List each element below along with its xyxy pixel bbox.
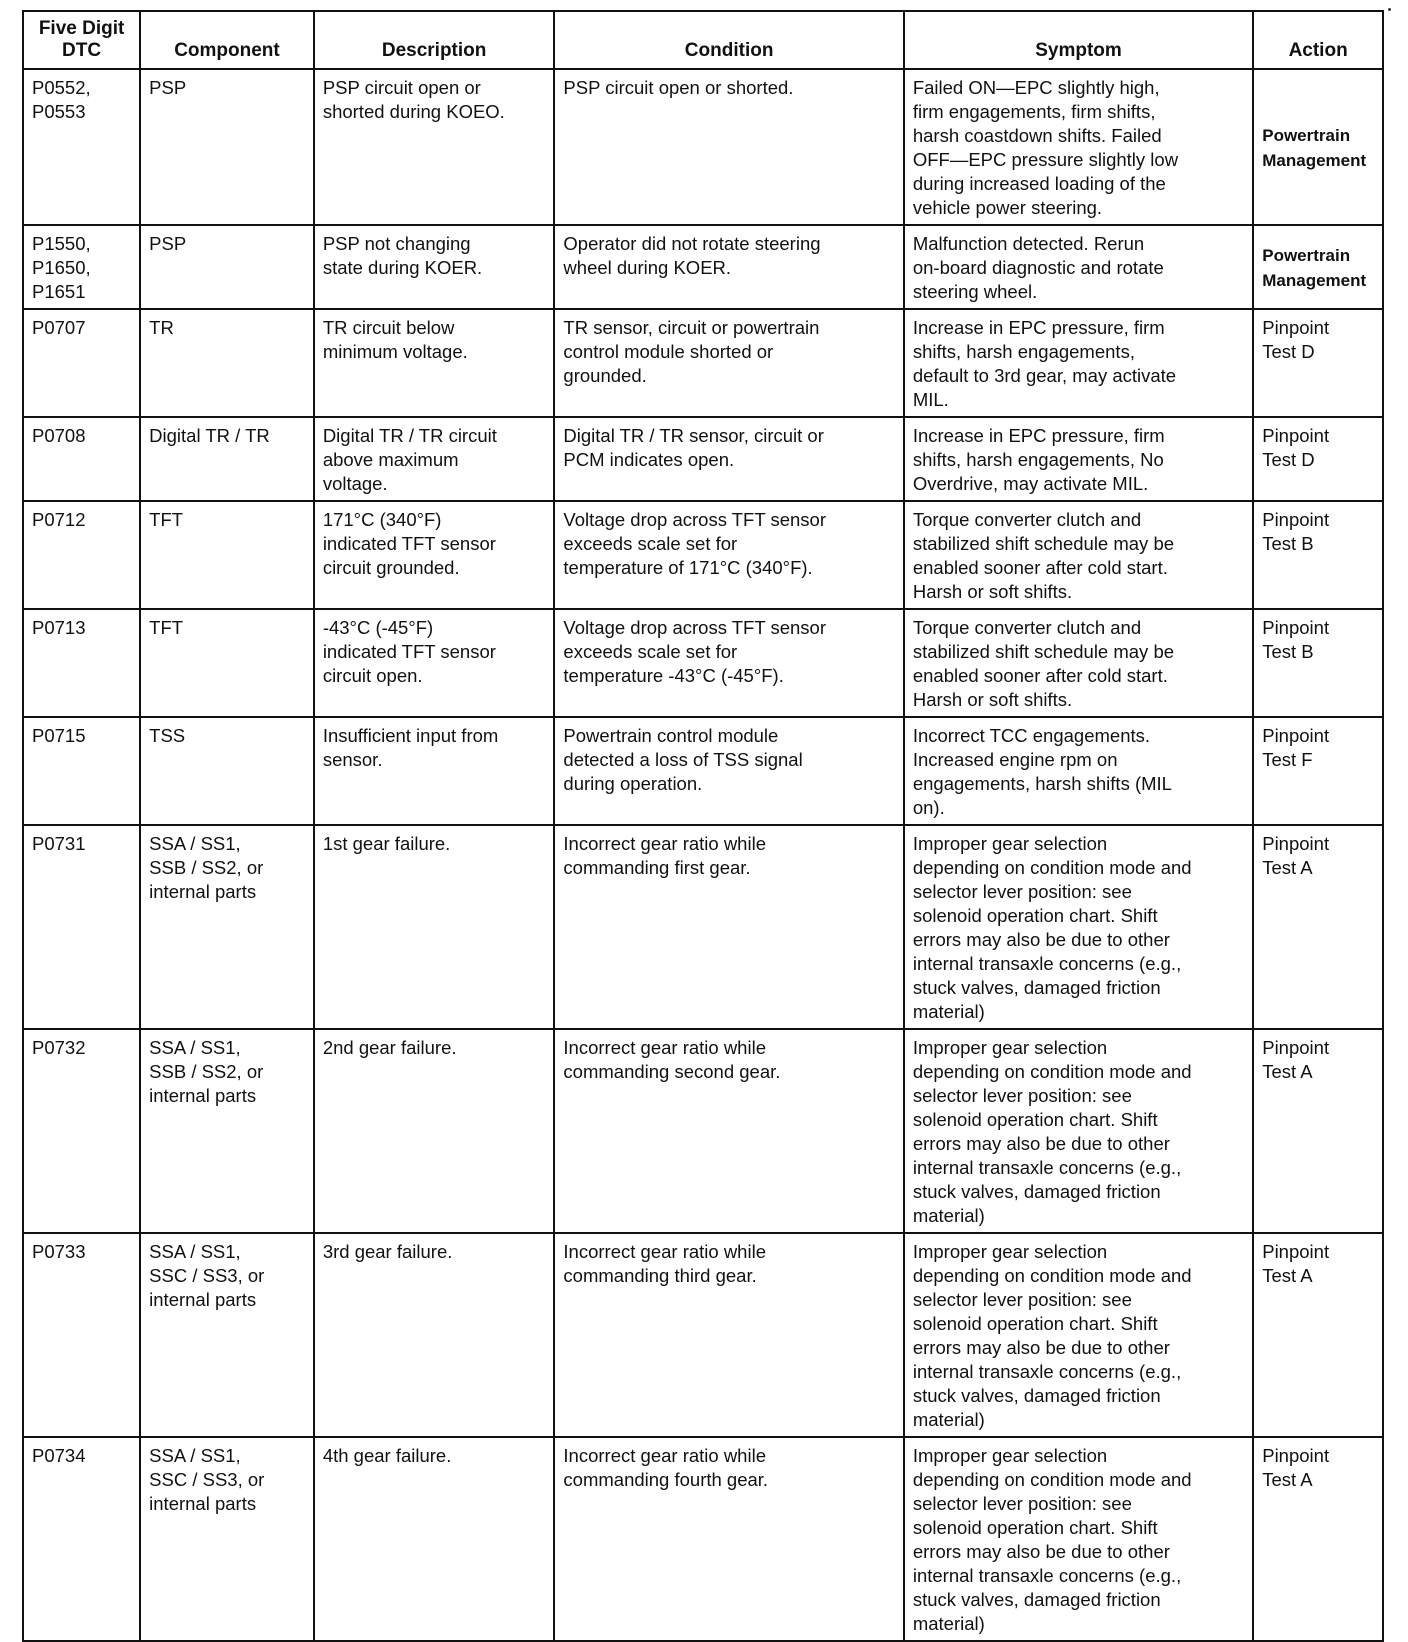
cell-component: SSA / SS1, SSB / SS2, or internal parts xyxy=(140,1029,314,1233)
table-row xyxy=(23,417,1383,501)
table-header-row xyxy=(23,11,1383,69)
cell-condition: Incorrect gear ratio while commanding fourth gear. xyxy=(554,1437,903,1641)
cell-component: TR xyxy=(140,309,314,417)
cell-symptom: Increase in EPC pressure, firm shifts, harsh engagements, default to 3rd gear, may activate MIL. xyxy=(904,309,1253,417)
dtc-document xyxy=(22,10,1384,1642)
cell-description: TR circuit below minimum voltage. xyxy=(314,309,555,417)
cell-description: 1st gear failure. xyxy=(314,825,555,1029)
table-row xyxy=(23,69,1383,225)
cell-action: Pinpoint Test D xyxy=(1253,417,1383,501)
cell-action: Pinpoint Test A xyxy=(1253,1029,1383,1233)
cell-symptom: Failed ON—EPC slightly high, firm engagements, firm shifts, harsh coastdown shifts. Failed OFF—EPC pressure slightly low during increased loading of the vehicle power steering. xyxy=(904,69,1253,225)
cell-component: PSP xyxy=(140,225,314,309)
cell-dtc: P0707 xyxy=(23,309,140,417)
table-row xyxy=(23,1029,1383,1233)
cell-component: PSP xyxy=(140,69,314,225)
cell-condition: PSP circuit open or shorted. xyxy=(554,69,903,225)
cell-description: 2nd gear failure. xyxy=(314,1029,555,1233)
cell-dtc: P0552, P0553 xyxy=(23,69,140,225)
header-description: Description xyxy=(314,11,555,69)
cell-symptom: Torque converter clutch and stabilized shift schedule may be enabled sooner after cold start. Harsh or soft shifts. xyxy=(904,609,1253,717)
cell-action: Powertrain Management xyxy=(1253,225,1383,309)
cell-dtc: P0733 xyxy=(23,1233,140,1437)
cell-symptom: Improper gear selection depending on condition mode and selector lever position: see solenoid operation chart. Shift errors may also be due to other internal transaxle concerns (e.g., stuck valves, damaged friction material) xyxy=(904,1437,1253,1641)
cell-component: SSA / SS1, SSC / SS3, or internal parts xyxy=(140,1233,314,1437)
table-row xyxy=(23,309,1383,417)
header-dtc: Five Digit DTC xyxy=(23,11,140,69)
cell-dtc: P0732 xyxy=(23,1029,140,1233)
cell-component: TFT xyxy=(140,501,314,609)
cell-symptom: Improper gear selection depending on condition mode and selector lever position: see solenoid operation chart. Shift errors may also be due to other internal transaxle concerns (e.g., stuck valves, damaged friction material) xyxy=(904,1029,1253,1233)
header-action: Action xyxy=(1253,11,1383,69)
table-row xyxy=(23,225,1383,309)
cell-symptom: Increase in EPC pressure, firm shifts, harsh engagements, No Overdrive, may activate MIL. xyxy=(904,417,1253,501)
cell-condition: Powertrain control module detected a loss of TSS signal during operation. xyxy=(554,717,903,825)
header-condition: Condition xyxy=(554,11,903,69)
cell-action: Pinpoint Test A xyxy=(1253,1437,1383,1641)
table-body xyxy=(23,69,1383,1641)
cell-description: 171°C (340°F) indicated TFT sensor circuit grounded. xyxy=(314,501,555,609)
cell-description: PSP not changing state during KOER. xyxy=(314,225,555,309)
dtc-table xyxy=(22,10,1384,1642)
cell-dtc: P1550, P1650, P1651 xyxy=(23,225,140,309)
cell-dtc: P0715 xyxy=(23,717,140,825)
cell-description: 4th gear failure. xyxy=(314,1437,555,1641)
table-row xyxy=(23,1437,1383,1641)
cell-action: Pinpoint Test B xyxy=(1253,609,1383,717)
cell-component: Digital TR / TR xyxy=(140,417,314,501)
cell-condition: Incorrect gear ratio while commanding second gear. xyxy=(554,1029,903,1233)
cell-description: 3rd gear failure. xyxy=(314,1233,555,1437)
cell-symptom: Malfunction detected. Rerun on-board diagnostic and rotate steering wheel. xyxy=(904,225,1253,309)
cell-condition: Operator did not rotate steering wheel during KOER. xyxy=(554,225,903,309)
cell-description: Insufficient input from sensor. xyxy=(314,717,555,825)
cell-description: Digital TR / TR circuit above maximum voltage. xyxy=(314,417,555,501)
cell-component: SSA / SS1, SSC / SS3, or internal parts xyxy=(140,1437,314,1641)
header-component: Component xyxy=(140,11,314,69)
cell-dtc: P0731 xyxy=(23,825,140,1029)
cell-dtc: P0734 xyxy=(23,1437,140,1641)
table-row xyxy=(23,609,1383,717)
cell-component: SSA / SS1, SSB / SS2, or internal parts xyxy=(140,825,314,1029)
cell-description: PSP circuit open or shorted during KOEO. xyxy=(314,69,555,225)
scan-speck xyxy=(1388,8,1391,11)
cell-condition: Voltage drop across TFT sensor exceeds scale set for temperature -43°C (-45°F). xyxy=(554,609,903,717)
cell-dtc: P0713 xyxy=(23,609,140,717)
cell-condition: Voltage drop across TFT sensor exceeds scale set for temperature of 171°C (340°F). xyxy=(554,501,903,609)
table-row xyxy=(23,717,1383,825)
cell-description: -43°C (-45°F) indicated TFT sensor circuit open. xyxy=(314,609,555,717)
cell-condition: TR sensor, circuit or powertrain control module shorted or grounded. xyxy=(554,309,903,417)
cell-symptom: Torque converter clutch and stabilized shift schedule may be enabled sooner after cold start. Harsh or soft shifts. xyxy=(904,501,1253,609)
cell-symptom: Improper gear selection depending on condition mode and selector lever position: see solenoid operation chart. Shift errors may also be due to other internal transaxle concerns (e.g., stuck valves, damaged friction material) xyxy=(904,1233,1253,1437)
cell-component: TFT xyxy=(140,609,314,717)
cell-action: Pinpoint Test A xyxy=(1253,825,1383,1029)
cell-symptom: Incorrect TCC engagements. Increased engine rpm on engagements, harsh shifts (MIL on). xyxy=(904,717,1253,825)
cell-action: Pinpoint Test A xyxy=(1253,1233,1383,1437)
cell-action: Pinpoint Test B xyxy=(1253,501,1383,609)
cell-condition: Incorrect gear ratio while commanding first gear. xyxy=(554,825,903,1029)
cell-dtc: P0708 xyxy=(23,417,140,501)
cell-condition: Incorrect gear ratio while commanding third gear. xyxy=(554,1233,903,1437)
table-row xyxy=(23,1233,1383,1437)
cell-condition: Digital TR / TR sensor, circuit or PCM indicates open. xyxy=(554,417,903,501)
header-symptom: Symptom xyxy=(904,11,1253,69)
table-row xyxy=(23,501,1383,609)
cell-action: Pinpoint Test D xyxy=(1253,309,1383,417)
table-row xyxy=(23,825,1383,1029)
cell-action: Pinpoint Test F xyxy=(1253,717,1383,825)
cell-dtc: P0712 xyxy=(23,501,140,609)
cell-symptom: Improper gear selection depending on condition mode and selector lever position: see solenoid operation chart. Shift errors may also be due to other internal transaxle concerns (e.g., stuck valves, damaged friction material) xyxy=(904,825,1253,1029)
cell-action: Powertrain Management xyxy=(1253,69,1383,225)
cell-component: TSS xyxy=(140,717,314,825)
